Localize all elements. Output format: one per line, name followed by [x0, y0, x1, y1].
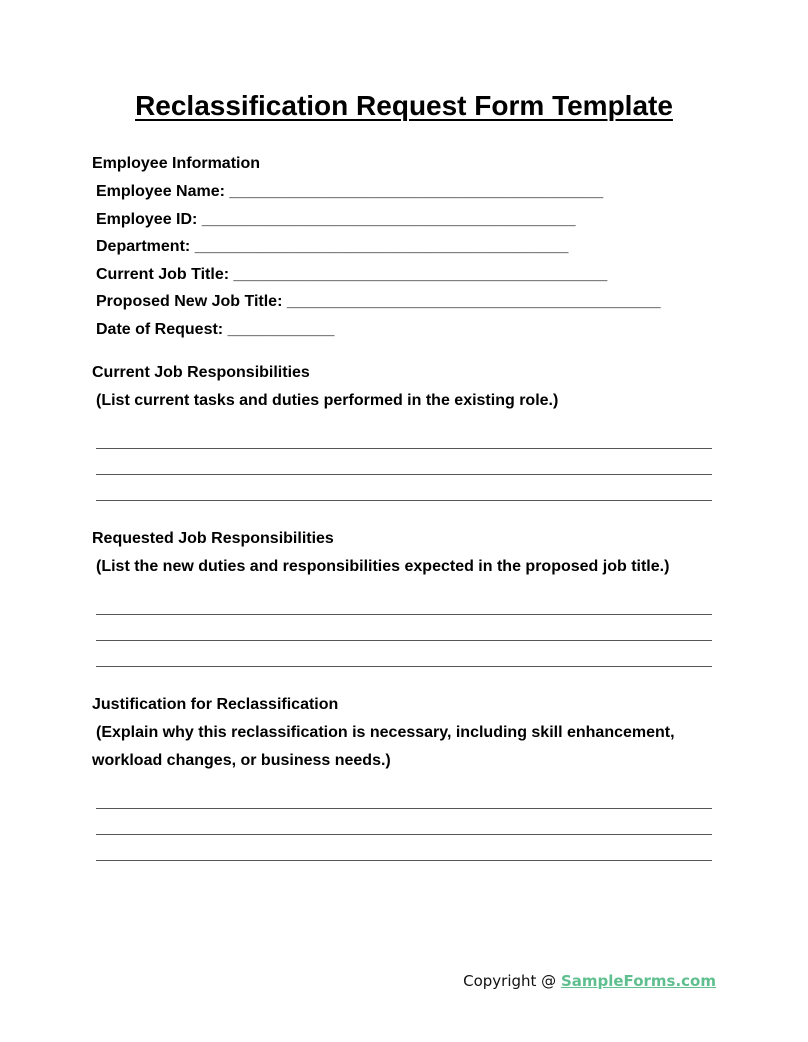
current-responsibilities-lines[interactable] [96, 423, 712, 501]
justification-lines[interactable] [96, 783, 712, 861]
current-responsibilities-instruction: (List current tasks and duties performed in the existing role.) [96, 391, 559, 409]
write-line[interactable] [96, 783, 712, 809]
page-title: Reclassification Request Form Template [135, 90, 673, 121]
department-blank[interactable]: __________________________________________ [194, 238, 569, 256]
department-field[interactable] [92, 233, 716, 261]
form-body [92, 150, 716, 861]
write-line[interactable] [96, 449, 712, 475]
requested-responsibilities-instruction: (List the new duties and responsibilities expected in the proposed job title.) [96, 557, 670, 575]
justification-section [92, 691, 716, 861]
sampleforms-link[interactable]: SampleForms.com [560, 972, 716, 990]
employee-name-field[interactable] [92, 178, 716, 206]
justification-instruction-line1: (Explain why this reclassification is necessary, including skill enhancement, [96, 723, 675, 741]
proposed-job-title-field[interactable] [92, 288, 716, 316]
requested-responsibilities-heading: Requested Job Responsibilities [92, 529, 334, 547]
write-line[interactable] [96, 835, 712, 861]
write-line[interactable] [96, 809, 712, 835]
current-responsibilities-section [92, 359, 716, 501]
employee-id-field[interactable] [92, 206, 716, 234]
employee-information-heading: Employee Information [92, 155, 261, 172]
current-job-title-label: Current Job Title: [96, 265, 230, 283]
date-of-request-field[interactable] [92, 316, 716, 344]
requested-responsibilities-section [92, 525, 716, 667]
justification-heading: Justification for Reclassification [92, 695, 339, 713]
copyright-footer [463, 970, 716, 992]
justification-instruction-line2: workload changes, or business needs.) [92, 751, 391, 769]
write-line[interactable] [96, 589, 712, 615]
department-label: Department: [96, 238, 191, 256]
employee-id-label: Employee ID: [96, 210, 198, 228]
date-of-request-blank[interactable]: ____________ [227, 320, 335, 338]
write-line[interactable] [96, 615, 712, 641]
employee-name-blank[interactable]: __________________________________________ [229, 183, 604, 200]
current-job-title-field[interactable] [92, 261, 716, 289]
write-line[interactable] [96, 475, 712, 501]
proposed-job-title-blank[interactable]: __________________________________________ [286, 293, 661, 311]
employee-name-label: Employee Name: [96, 183, 225, 200]
write-line[interactable] [96, 423, 712, 449]
requested-responsibilities-lines[interactable] [96, 589, 712, 667]
employee-id-blank[interactable]: __________________________________________ [201, 210, 576, 228]
current-job-title-blank[interactable]: __________________________________________ [233, 265, 608, 283]
proposed-job-title-label: Proposed New Job Title: [96, 293, 283, 311]
current-responsibilities-heading: Current Job Responsibilities [92, 363, 310, 381]
write-line[interactable] [96, 641, 712, 667]
employee-information-section [92, 150, 716, 344]
copyright-text: Copyright @ [463, 972, 561, 990]
date-of-request-label: Date of Request: [96, 320, 224, 338]
